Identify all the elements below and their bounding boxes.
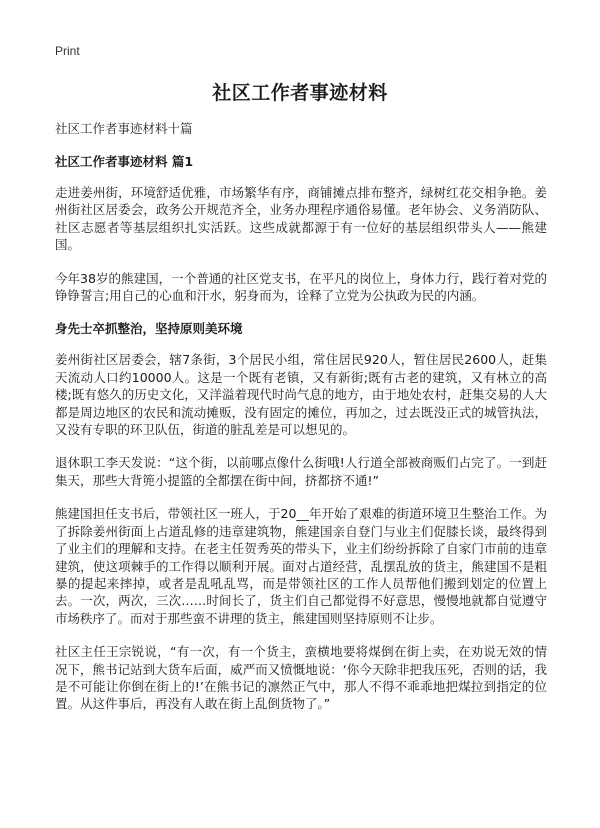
paragraph: 退休职工李天发说：“这个街，以前哪点像什么街哦!人行道全部被商贩们占完了。一到赶集天，那些大背篼小提篮的全都摆在街中间，挤都挤不通!” [55, 455, 547, 488]
print-label: Print [55, 44, 80, 58]
section-heading-2: 身先士卒抓整治，坚持原则美环境 [55, 321, 243, 337]
paragraph: 姜州街社区居委会，辖7条街，3个居民小组，常住居民920人，暂住居民2600人，赶集天流动人口约10000人。这是一个既有老镇，又有新街;既有古老的建筑，又有林立的高楼;既有悠久的历史文化，又洋溢着现代时尚气息的地方，由于地处农村，赶集交易的人大都是周边地区的农民和流动摊贩，没有固定的摊位，再加之，过去既没正式的城管执法，又没有专职的环卫队伍，街道的脏乱差是可以想见的。 [55, 352, 547, 438]
paragraph: 今年38岁的熊建国，一个普通的社区党支书，在平凡的岗位上，身体力行，践行着对党的铮铮誓言;用自己的心血和汗水，躬身而为，诠释了立党为公执政为民的内涵。 [55, 270, 547, 304]
document-body [55, 120, 547, 729]
document-title: 社区工作者事迹材料 [212, 82, 388, 104]
paragraph: 走进姜州街，环境舒适优雅，市场繁华有序，商铺摊点排布整齐，绿树红花交相争艳。姜州街社区居委会，政务公开规范齐全，业务办理程序通俗易懂。老年协会、义务消防队、社区志愿者等基层组织扎实活跃。这些成就都源于有一位好的基层组织带头人——熊建国。 [55, 185, 547, 253]
section-heading-1: 社区工作者事迹材料 篇1 [55, 154, 194, 169]
document-subtitle: 社区工作者事迹材料十篇 [55, 121, 193, 136]
paragraph: 熊建国担任支书后，带领社区一班人，于20__年开始了艰难的街道环境卫生整治工作。为了拆除姜州街面上占道乱修的违章建筑物，熊建国亲自登门与业主们促膝长谈，最终得到了业主们的理解和支持。在老主任贺秀英的带头下，业主们纷纷拆除了自家门市前的违章建筑，使这项棘手的工作得以顺利开展。面对占道经营，乱摆乱放的货主，熊建国不是粗暴的提起来摔掉，或者是乱吼乱骂，而是带领社区的工作人员帮他们搬到划定的位置上去。一次，两次，三次……时间长了，货主们自己都觉得不好意思，慢慢地就都自觉遵守市场秩序了。而对于那些蛮不讲理的货主，熊建国则坚持原则不让步。 [55, 506, 547, 626]
paragraph: 社区主任王宗锐说，“有一次，有一个货主，蛮横地要将煤倒在街上卖，在劝说无效的情况下，熊书记站到大货车后面，威严而又愤慨地说：‘你今天除非把我压死，否则的话，我是不可能让你倒在街上的!’在熊书记的凛然正气中，那人不得不乖乖地把煤拉到指定的位置。从这件事后，再没有人敢在街上乱倒货物了。” [55, 644, 547, 712]
